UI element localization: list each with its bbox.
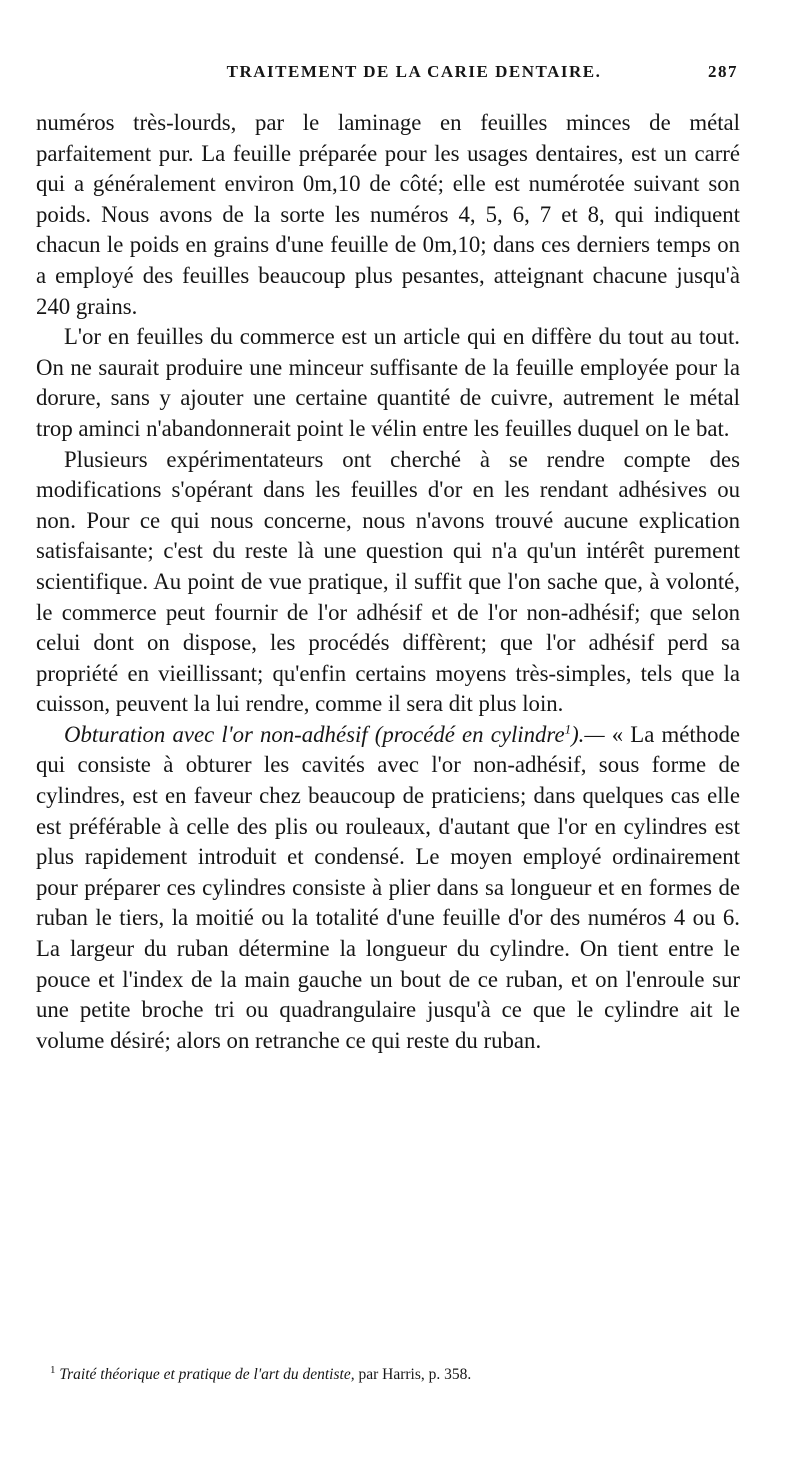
footnote-title: Traité théorique et pratique de l'art du dentiste, bbox=[59, 1366, 355, 1384]
section-text: « La méthode qui consiste à obturer les cavités avec l'or non-adhésif, sous forme de cylindres, est en faveur chez beaucoup de praticiens; dans quelques cas elle est préférable à celle des plis ou rouleaux, d'autant que l'or en cylindres est plus rapidement introduit et condensé. Le moyen employé ordinairement pour préparer ces cylindres consiste à plier dans sa longueur et en formes de ruban le tiers, la moitié ou la totalité d'une feuille d'or des numéros 4 ou 6. La largeur du ruban détermine la longueur du cylindre. On tient entre le pouce et l'index de la main gauche un bout de ce ruban, et on l'enroule sur une petite broche tri ou quadrangulaire jusqu'à ce que le cylindre ait le volume désiré; alors on retranche ce qui reste du ruban. bbox=[36, 721, 740, 1053]
section-paragraph bbox=[36, 720, 740, 1057]
paragraph-2: L'or en feuilles du commerce est un article qui en diffère du tout au tout. On ne saurait produire une minceur suffisante de la feuille employée pour la dorure, sans y ajouter une certaine quantité de cuivre, autrement le métal trop aminci n'abandonnerait point le vélin entre les feuilles duquel on le bat. bbox=[36, 324, 740, 441]
paragraph-3: Plusieurs expérimentateurs ont cherché à se rendre compte des modifications s'opérant dans les feuilles d'or en les rendant adhésives ou non. Pour ce qui nous concerne, nous n'avons trouvé aucune explication satisfaisante; c'est du reste là une question qui n'a qu'un intérêt purement scientifique. Au point de vue pratique, il suffit que l'on sache que, à volonté, le commerce peut fournir de l'or adhésif et de l'or non-adhésif; que selon celui dont on dispose, les procédés diffèrent; que l'or adhésif perd sa propriété en vieillissant; qu'enfin certains moyens très-simples, tels que la cuisson, peuvent la lui rendre, comme il sera dit plus loin. bbox=[36, 446, 740, 717]
running-title: TRAITEMENT DE LA CARIE DENTAIRE. bbox=[226, 62, 602, 81]
body-text bbox=[36, 108, 740, 1056]
running-header bbox=[36, 62, 740, 96]
section-heading bbox=[64, 722, 605, 747]
footnote-mark: 1 bbox=[50, 1364, 56, 1376]
paragraph-1: numéros très-lourds, par le laminage en feuilles minces de métal parfaitement pur. La feuille préparée pour les usages dentaires, est un carré qui a généralement environ 0m,10 de côté; elle est numérotée suivant son poids. Nous avons de la sorte les numéros 4, 5, 6, 7 et 8, qui indiquent chacun le poids en grains d'une feuille de 0m,10; dans ces derniers temps on a employé des feuilles beaucoup plus pesantes, atteignant chacune jusqu'à 240 grains. bbox=[36, 110, 740, 319]
footnote-reference: 1 bbox=[564, 721, 572, 737]
section-heading-text: Obturation avec l'or non-adhésif (procédé en cylindre bbox=[64, 721, 565, 747]
page-number: 287 bbox=[708, 62, 738, 81]
footnote-source: par Harris, p. 358. bbox=[358, 1366, 472, 1384]
section-heading-end: ).— bbox=[571, 721, 605, 747]
footnote bbox=[36, 1364, 754, 1384]
page-content bbox=[36, 62, 740, 1056]
